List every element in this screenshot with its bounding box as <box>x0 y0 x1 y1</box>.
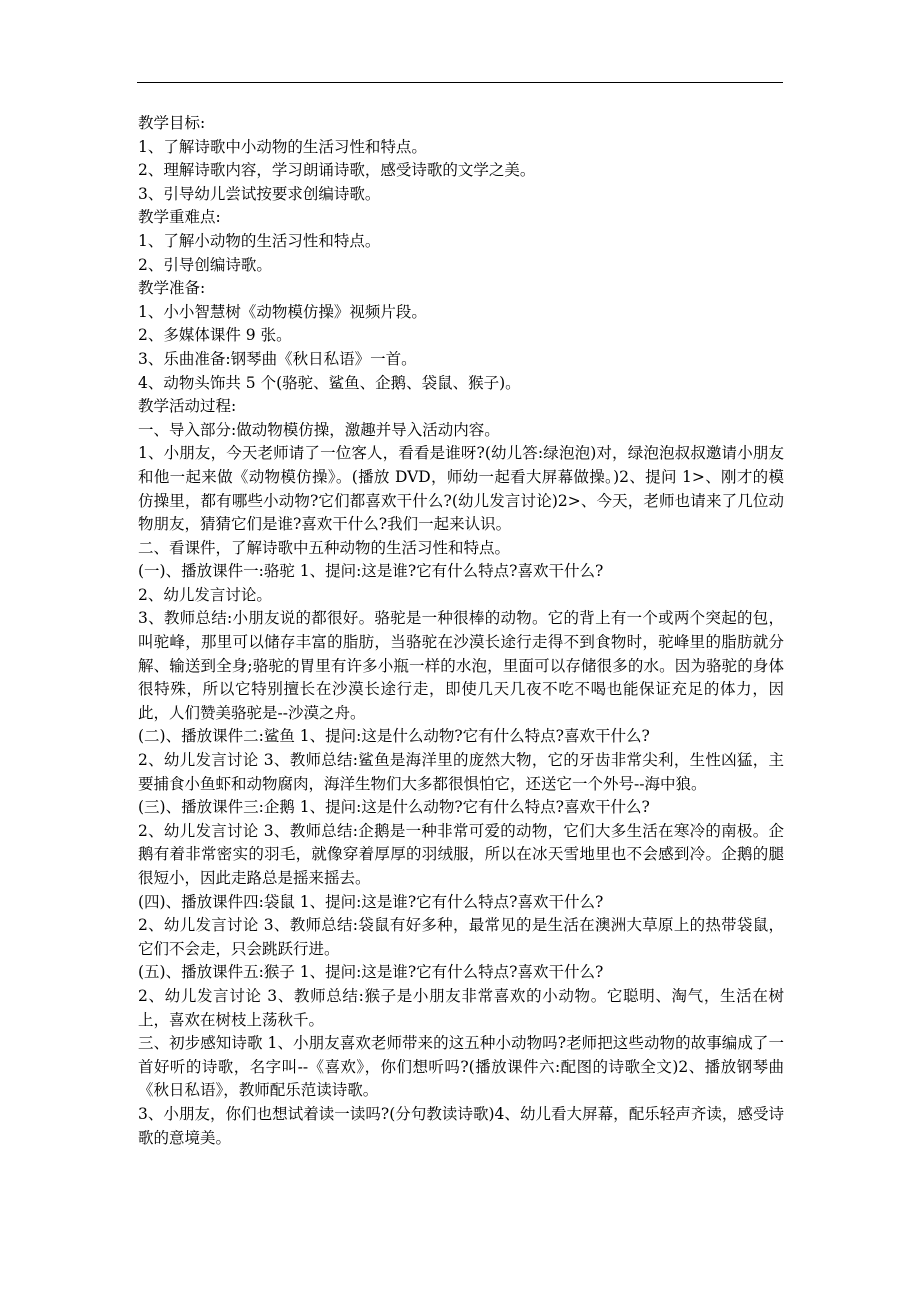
process-part-3-reading: 3、小朋友，你们也想试着读一读吗?(分句教读诗歌)4、幼儿看大屏幕，配乐轻声齐读，感受诗歌的意境美。 <box>138 1104 784 1147</box>
camel-courseware: (一)、播放课件一:骆驼 1、提问:这是谁?它有什么特点?喜欢干什么? <box>138 562 604 581</box>
kangaroo-courseware: (四)、播放课件四:袋鼠 1、提问:这是谁?它有什么特点?喜欢干什么? <box>138 892 604 911</box>
objective-item-1: 1、了解诗歌中小动物的生活习性和特点。 <box>138 137 427 156</box>
preparation-item-2: 2、多媒体课件 9 张。 <box>138 326 292 345</box>
kangaroo-summary: 2、幼儿发言讨论 3、教师总结:袋鼠有好多种，最常见的是生活在澳洲大草原上的热带袋鼠，它们不会走，只会跳跃行进。 <box>138 916 784 958</box>
penguin-courseware: (三)、播放课件三:企鹅 1、提问:这是什么动物?它有什么特点?喜欢干什么? <box>138 798 650 817</box>
section-heading-objectives: 教学目标: <box>138 114 206 132</box>
objective-item-3: 3、引导幼儿尝试按要求创编诗歌。 <box>138 184 381 203</box>
penguin-summary: 2、幼儿发言讨论 3、教师总结:企鹅是一种非常可爱的动物，它们大多生活在寒冷的南极。企鹅有着非常密实的羽毛，就像穿着厚厚的羽绒服，所以在冰天雪地里也不会感到冷。企鹅的腿很短小，因此走路总是摇来摇去。 <box>138 821 784 887</box>
preparation-item-1: 1、小小智慧树《动物模仿操》视频片段。 <box>138 302 427 321</box>
process-part-1-heading: 一、导入部分:做动物模仿操，激趣并导入活动内容。 <box>138 420 500 439</box>
process-part-3-body: 三、初步感知诗歌 1、小朋友喜欢老师带来的这五种小动物吗?老师把这些动物的故事编成了一首好听的诗歌，名字叫--《喜欢》，你们想听吗?(播放课件六:配图的诗歌全文)2、播放钢琴曲《秋日私语》，教师配乐范读诗歌。 <box>138 1034 784 1100</box>
process-part-1-body: 1、小朋友，今天老师请了一位客人，看看是谁呀?(幼儿答:绿泡泡)对，绿泡泡叔叔邀请小朋友和他一起来做《动物模仿操》。(播放 DVD，师幼一起看大屏幕做操。)2、提问 1>、刚才的模仿操里，都有哪些小动物?它们都喜欢干什么?(幼儿发言讨论)2>、今天，老师也请来了几位动物朋友，猜猜它们是谁?喜欢干什么?我们一起来认识。 <box>138 444 784 534</box>
header-rule <box>137 82 783 83</box>
section-heading-key-points: 教学重难点: <box>138 208 221 227</box>
camel-discussion: 2、幼儿发言讨论。 <box>138 585 272 604</box>
section-heading-preparation: 教学准备: <box>138 279 206 298</box>
camel-summary: 3、教师总结:小朋友说的都很好。骆驼是一种很棒的动物。它的背上有一个或两个突起的包，叫驼峰，那里可以储存丰富的脂肪，当骆驼在沙漠长途行走得不到食物时，驼峰里的脂肪就分解、输送到全身;骆驼的胃里有许多小瓶一样的水泡，里面可以存储很多的水。因为骆驼的身体很特殊，所以它特别擅长在沙漠长途行走，即使几天几夜不吃不喝也能保证充足的体力，因此，人们赞美骆驼是--沙漠之舟。 <box>138 609 784 722</box>
shark-courseware: (二)、播放课件二:鲨鱼 1、提问:这是什么动物?它有什么特点?喜欢干什么? <box>138 727 650 746</box>
shark-summary: 2、幼儿发言讨论 3、教师总结:鲨鱼是海洋里的庞然大物，它的牙齿非常尖利，生性凶猛，主要捕食小鱼虾和动物腐肉，海洋生物们大多都很惧怕它，还送它一个外号--海中狼。 <box>138 751 784 793</box>
preparation-item-4: 4、动物头饰共 5 个(骆驼、鲨鱼、企鹅、袋鼠、猴子)。 <box>138 373 521 392</box>
process-part-2-heading: 二、看课件，了解诗歌中五种动物的生活习性和特点。 <box>138 538 511 557</box>
key-point-item-2: 2、引导创编诗歌。 <box>138 255 272 274</box>
preparation-item-3: 3、乐曲准备:钢琴曲《秋日私语》一首。 <box>138 349 417 368</box>
key-point-item-1: 1、了解小动物的生活习性和特点。 <box>138 231 381 250</box>
document-body <box>138 112 784 1150</box>
monkey-courseware: (五)、播放课件五:猴子 1、提问:这是谁?它有什么特点?喜欢干什么? <box>138 963 604 982</box>
monkey-summary: 2、幼儿发言讨论 3、教师总结:猴子是小朋友非常喜欢的小动物。它聪明、淘气，生活在树上，喜欢在树枝上荡秋千。 <box>138 986 784 1029</box>
section-heading-process: 教学活动过程: <box>138 397 237 416</box>
objective-item-2: 2、理解诗歌内容，学习朗诵诗歌，感受诗歌的文学之美。 <box>138 161 536 180</box>
